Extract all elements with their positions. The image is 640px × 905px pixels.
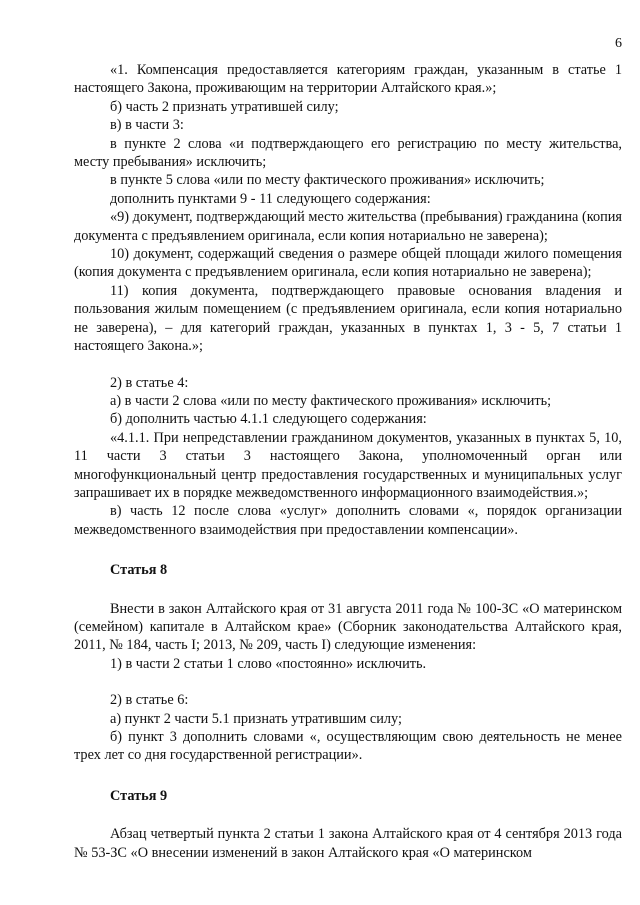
paragraph-gap [74, 356, 622, 374]
paragraph: 10) документ, содержащий сведения о размере общей площади жилого помещения (копия документа с предъявлением оригинала, если копия нотариально не заверена); [74, 246, 622, 281]
paragraph: «4.1.1. При непредставлении гражданином документов, указанных в пунктах 5, 10, 11 части 3 статьи 3 настоящего Закона, уполномоченный орган или многофункциональный центр предоставления государственных и муниципальных услуг запрашивает их в порядке межведомственного информационного взаимодействия.»; [74, 429, 622, 501]
section-gap [74, 539, 622, 561]
section-gap [74, 805, 622, 825]
paragraph: 2) в статье 6: [110, 692, 189, 709]
paragraph: в) часть 12 после слова «услуг» дополнить словами «, порядок организации межведомственного взаимодействия при предоставлении компенсации». [74, 503, 622, 538]
page-number: 6 [615, 36, 622, 51]
paragraph: Абзац четвертый пункта 2 статьи 1 закона Алтайского края от 4 сентября 2013 года № 53-ЗС «О внесении изменений в закон Алтайского края «О материнском [74, 826, 622, 861]
paragraph: б) пункт 3 дополнить словами «, осуществляющим свою деятельность не менее трех лет со дня государственной регистрации». [74, 729, 622, 764]
article-8-heading: Статья 8 [110, 562, 168, 579]
paragraph: «1. Компенсация предоставляется категориям граждан, указанным в статье 1 настоящего Закона, проживающим на территории Алтайского края.»; [74, 62, 622, 97]
paragraph: а) в части 2 слова «или по месту фактического проживания» исключить; [110, 392, 552, 409]
paragraph: в пункте 2 слова «и подтверждающего его регистрацию по месту жительства, месту пребывания» исключить; [74, 135, 622, 171]
section-gap [74, 765, 622, 787]
paragraph: а) пункт 2 части 5.1 признать утратившим силу; [110, 710, 402, 727]
paragraph: 2) в статье 4: [110, 374, 189, 391]
paragraph: Внести в закон Алтайского края от 31 августа 2011 года № 100-ЗС «О материнском (семейном) капитале в Алтайском крае» (Сборник законодательства Алтайского края, 2011, № 184, часть I; 2013, № 209, часть I) следующие изменения: [74, 600, 622, 654]
paragraph-gap [74, 673, 622, 691]
paragraph: б) часть 2 признать утратившей силу; [110, 98, 339, 115]
paragraph: «9) документ, подтверждающий место жительства (пребывания) гражданина (копия документа с предъявлением оригинала, если копия нотариально не заверена); [74, 209, 622, 244]
paragraph: 11) копия документа, подтверждающего правовые основания владения и пользования жилым помещением (с предъявлением оригинала, если копия нотариально не заверена), – для категорий граждан, указанных в пунктах 1, 3 - 5, 7 статьи 1 настоящего Закона.»; [74, 282, 622, 355]
paragraph: в) в части 3: [110, 117, 184, 134]
paragraph: в пункте 5 слова «или по месту фактического проживания» исключить; [110, 172, 545, 189]
paragraph: дополнить пунктами 9 - 11 следующего содержания: [110, 190, 431, 207]
document-body [74, 61, 622, 862]
article-9-heading: Статья 9 [110, 787, 168, 804]
paragraph: б) дополнить частью 4.1.1 следующего содержания: [110, 411, 427, 428]
section-gap [74, 580, 622, 600]
paragraph: 1) в части 2 статьи 1 слово «постоянно» исключить. [110, 655, 427, 672]
